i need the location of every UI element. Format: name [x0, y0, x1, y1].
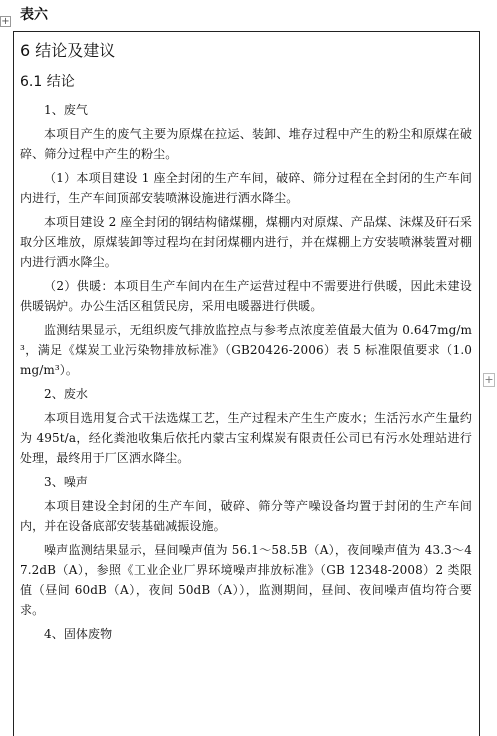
paragraph: （2）供暖：本项目生产车间内在生产运营过程中不需要进行供暖，因此未建设供暖锅炉。办公生活区租赁民房，采用电暖器进行供暖。 [20, 279, 472, 313]
table-title: 表六 [20, 7, 48, 23]
paragraph: 本项目产生的废气主要为原煤在拉运、装卸、堆存过程中产生的粉尘和原煤在破碎、筛分过程中产生的粉尘。 [20, 127, 472, 161]
move-cross-icon[interactable]: + [1, 16, 10, 27]
paragraph: 监测结果显示，无组织废气排放监控点与参考点浓度差值最大值为 0.647mg/m³，满足《煤炭工业污染物排放标准》（GB20426-2006）表 5 标准限值要求（1.0mg/m³）。 [20, 323, 472, 377]
table-cell-content[interactable] [20, 36, 472, 648]
paragraph: 本项目选用复合式干法选煤工艺，生产过程未产生生产废水；生活污水产生量约为 495t/a，经化粪池收集后依托内蒙古宝利煤炭有限责任公司已有污水处理站进行处理，最终用于厂区洒水降尘。 [20, 411, 472, 465]
list-heading-exhaust: 1、废气 [44, 103, 89, 117]
list-heading-solid-waste: 4、固体废物 [44, 627, 113, 641]
paragraph: 本项目建设全封闭的生产车间，破碎、筛分等产噪设备均置于封闭的生产车间内，并在设备底部安装基础减振设施。 [20, 499, 472, 533]
subsection-heading: 6.1 结论 [20, 74, 75, 90]
plus-icon[interactable]: + [484, 373, 494, 386]
list-heading-noise: 3、噪声 [44, 475, 89, 489]
list-heading-wastewater: 2、废水 [44, 387, 89, 401]
section-heading: 6 结论及建议 [20, 41, 116, 60]
paragraph: 噪声监测结果显示，昼间噪声值为 56.1～58.5B（A），夜间噪声值为 43.3～47.2dB（A），参照《工业企业厂界环境噪声排放标准》（GB 12348-2008）2 类限值（昼间 60dB（A），夜间 50dB（A）），监测期间，昼间、夜间噪声值均符合要求。 [20, 543, 472, 617]
paragraph: 本项目建设 2 座全封闭的钢结构储煤棚，煤棚内对原煤、产品煤、沫煤及矸石采取分区堆放，原煤装卸等过程均在封闭煤棚内进行，并在煤棚上方安装喷淋装置对棚内进行洒水降尘。 [20, 215, 472, 269]
paragraph: （1）本项目建设 1 座全封闭的生产车间，破碎、筛分过程在全封闭的生产车间内进行，生产车间顶部安装喷淋设施进行洒水降尘。 [20, 171, 472, 205]
